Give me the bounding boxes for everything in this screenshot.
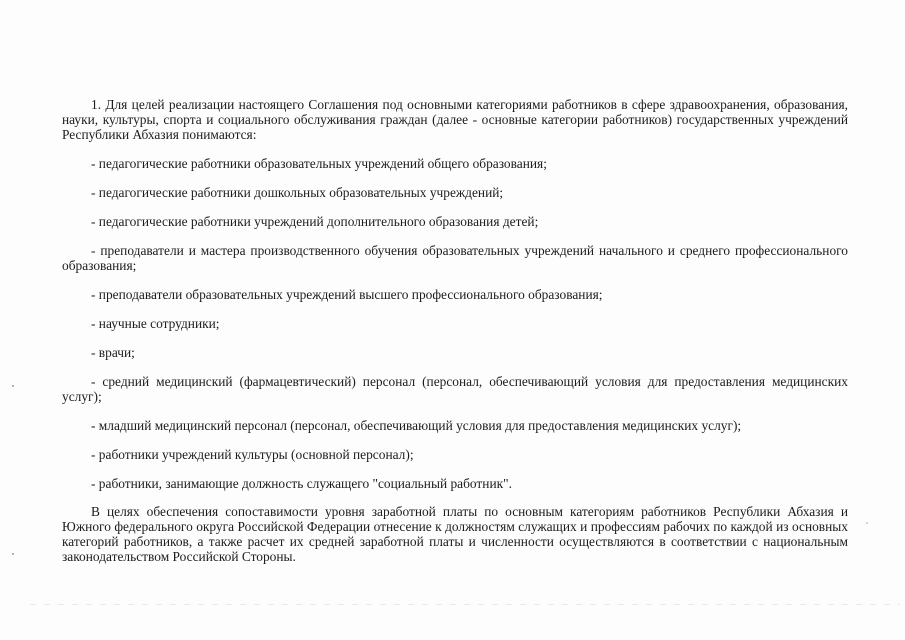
list-item-vocational-instructors: - преподаватели и мастера производственного обучения образовательных учреждений начального и среднего профессионального образования; <box>62 243 848 273</box>
scan-artifact-line <box>30 604 900 605</box>
list-item-supplementary-education-teachers: - педагогические работники учреждений дополнительного образования детей; <box>91 214 539 229</box>
scan-speck <box>12 385 14 387</box>
list-item-researchers: - научные сотрудники; <box>91 316 220 331</box>
list-item-preschool-teachers: - педагогические работники дошкольных образовательных учреждений; <box>91 185 504 200</box>
list-item-higher-education-teachers: - преподаватели образовательных учреждений высшего профессионального образования; <box>91 287 603 302</box>
paragraph-intro: 1. Для целей реализации настоящего Соглашения под основными категориями работников в сфере здравоохранения, образования, науки, культуры, спорта и социального обслуживания граждан (далее - основные категории работников) государственных учреждений Республики Абхазия понимаются: <box>62 97 848 142</box>
scan-speck <box>12 553 14 555</box>
paragraph-closing: В целях обеспечения сопоставимости уровня заработной платы по основным категориям работников Республики Абхазия и Южного федерального округа Российской Федерации отнесение к должностям служащих и профессиям рабочих по каждой из основных категорий работников, а также расчет их средней заработной платы и численности осуществляются в соответствии с национальным законодательством Российской Стороны. <box>62 504 848 564</box>
list-item-mid-level-medical-staff: - средний медицинский (фармацевтический) персонал (персонал, обеспечивающий условия для предоставления медицинских услуг); <box>62 374 848 404</box>
list-item-social-workers: - работники, занимающие должность служащего "социальный работник". <box>91 476 512 491</box>
document-body <box>62 97 848 564</box>
list-item-general-education-teachers: - педагогические работники образовательных учреждений общего образования; <box>91 156 547 171</box>
list-item-doctors: - врачи; <box>91 345 135 360</box>
list-item-junior-medical-staff: - младший медицинский персонал (персонал, обеспечивающий условия для предоставления медицинских услуг); <box>91 418 742 433</box>
scan-speck <box>866 522 868 524</box>
list-item-culture-workers: - работники учреждений культуры (основной персонал); <box>91 447 414 462</box>
